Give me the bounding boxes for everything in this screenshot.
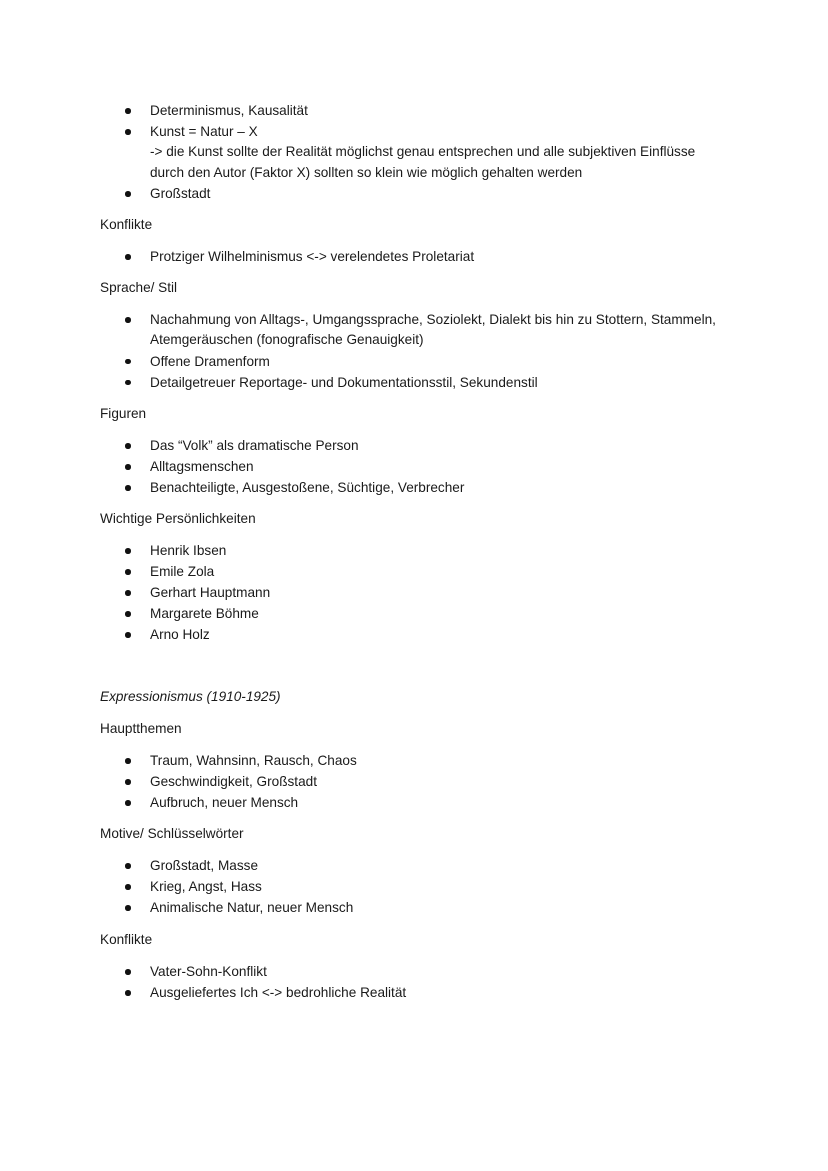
section-heading-figuren: Figuren (100, 406, 147, 421)
list-item: Großstadt, Masse (100, 855, 738, 876)
list-item: Ausgeliefertes Ich <-> bedrohliche Realität (100, 982, 738, 1003)
list-item: Traum, Wahnsinn, Rausch, Chaos (100, 750, 738, 771)
section-heading-persoenlichkeiten: Wichtige Persönlichkeiten (100, 511, 256, 526)
persoenlichkeiten-list (100, 540, 738, 645)
naturalismus-top-list (100, 100, 738, 204)
persoenlichkeiten-list-block (100, 540, 738, 645)
motive-list-block (100, 855, 738, 918)
hauptthemen-list-block (100, 750, 738, 813)
list-item: Detailgetreuer Reportage- und Dokumentationsstil, Sekundenstil (100, 372, 738, 393)
naturalismus-top-list-block (100, 100, 738, 204)
list-item: Determinismus, Kausalität (100, 100, 738, 121)
list-item: Aufbruch, neuer Mensch (100, 792, 738, 813)
figuren-list (100, 435, 738, 498)
section-heading-sprache-stil: Sprache/ Stil (100, 280, 178, 295)
section-heading-konflikte-expressionismus: Konflikte (100, 932, 153, 947)
list-item: Nachahmung von Alltags-, Umgangssprache, Soziolekt, Dialekt bis hin zu Stottern, Stammeln, Atemgeräuschen (fonografische Genauigkeit) (100, 309, 738, 351)
list-item: Emile Zola (100, 561, 738, 582)
konflikte-list-block (100, 246, 738, 267)
section-heading-hauptthemen: Hauptthemen (100, 721, 182, 736)
list-item: Vater-Sohn-Konflikt (100, 961, 738, 982)
epoch-title-expressionismus: Expressionismus (1910-1925) (100, 689, 281, 704)
section-heading-motive: Motive/ Schlüsselwörter (100, 826, 244, 841)
list-item: Margarete Böhme (100, 603, 738, 624)
note-line: -> die Kunst sollte der Realität möglichst genau entsprechen und alle subjektiven Einflüsse (150, 144, 696, 159)
sprache-stil-list (100, 309, 738, 393)
konflikte-expressionismus-list (100, 961, 738, 1003)
list-item: Krieg, Angst, Hass (100, 876, 738, 897)
list-item: Großstadt (100, 183, 738, 204)
continuation-line: Atemgeräuschen (fonografische Genauigkeit) (150, 332, 424, 347)
motive-list (100, 855, 738, 918)
section-heading-konflikte: Konflikte (100, 217, 153, 232)
list-item: Animalische Natur, neuer Mensch (100, 897, 738, 918)
list-item: Kunst = Natur – X -> die Kunst sollte der Realität möglichst genau entsprechen und alle subjektiven Einflüsse durch den Autor (Faktor X) sollten so klein wie möglich gehalten werden (100, 121, 738, 183)
list-item: Benachteiligte, Ausgestoßene, Süchtige, Verbrecher (100, 477, 738, 498)
note-line: durch den Autor (Faktor X) sollten so klein wie möglich gehalten werden (150, 164, 583, 180)
list-item: Geschwindigkeit, Großstadt (100, 771, 738, 792)
list-item: Henrik Ibsen (100, 540, 738, 561)
figuren-list-block (100, 435, 738, 498)
list-item: Arno Holz (100, 624, 738, 645)
sprache-stil-list-block (100, 309, 738, 393)
list-item: Alltagsmenschen (100, 456, 738, 477)
konflikte-expressionismus-list-block (100, 961, 738, 1003)
list-item: Das “Volk” als dramatische Person (100, 435, 738, 456)
list-item: Gerhart Hauptmann (100, 582, 738, 603)
list-item: Protziger Wilhelminismus <-> verelendetes Proletariat (100, 246, 738, 267)
list-item: Offene Dramenform (100, 351, 738, 372)
konflikte-list (100, 246, 738, 267)
hauptthemen-list (100, 750, 738, 813)
